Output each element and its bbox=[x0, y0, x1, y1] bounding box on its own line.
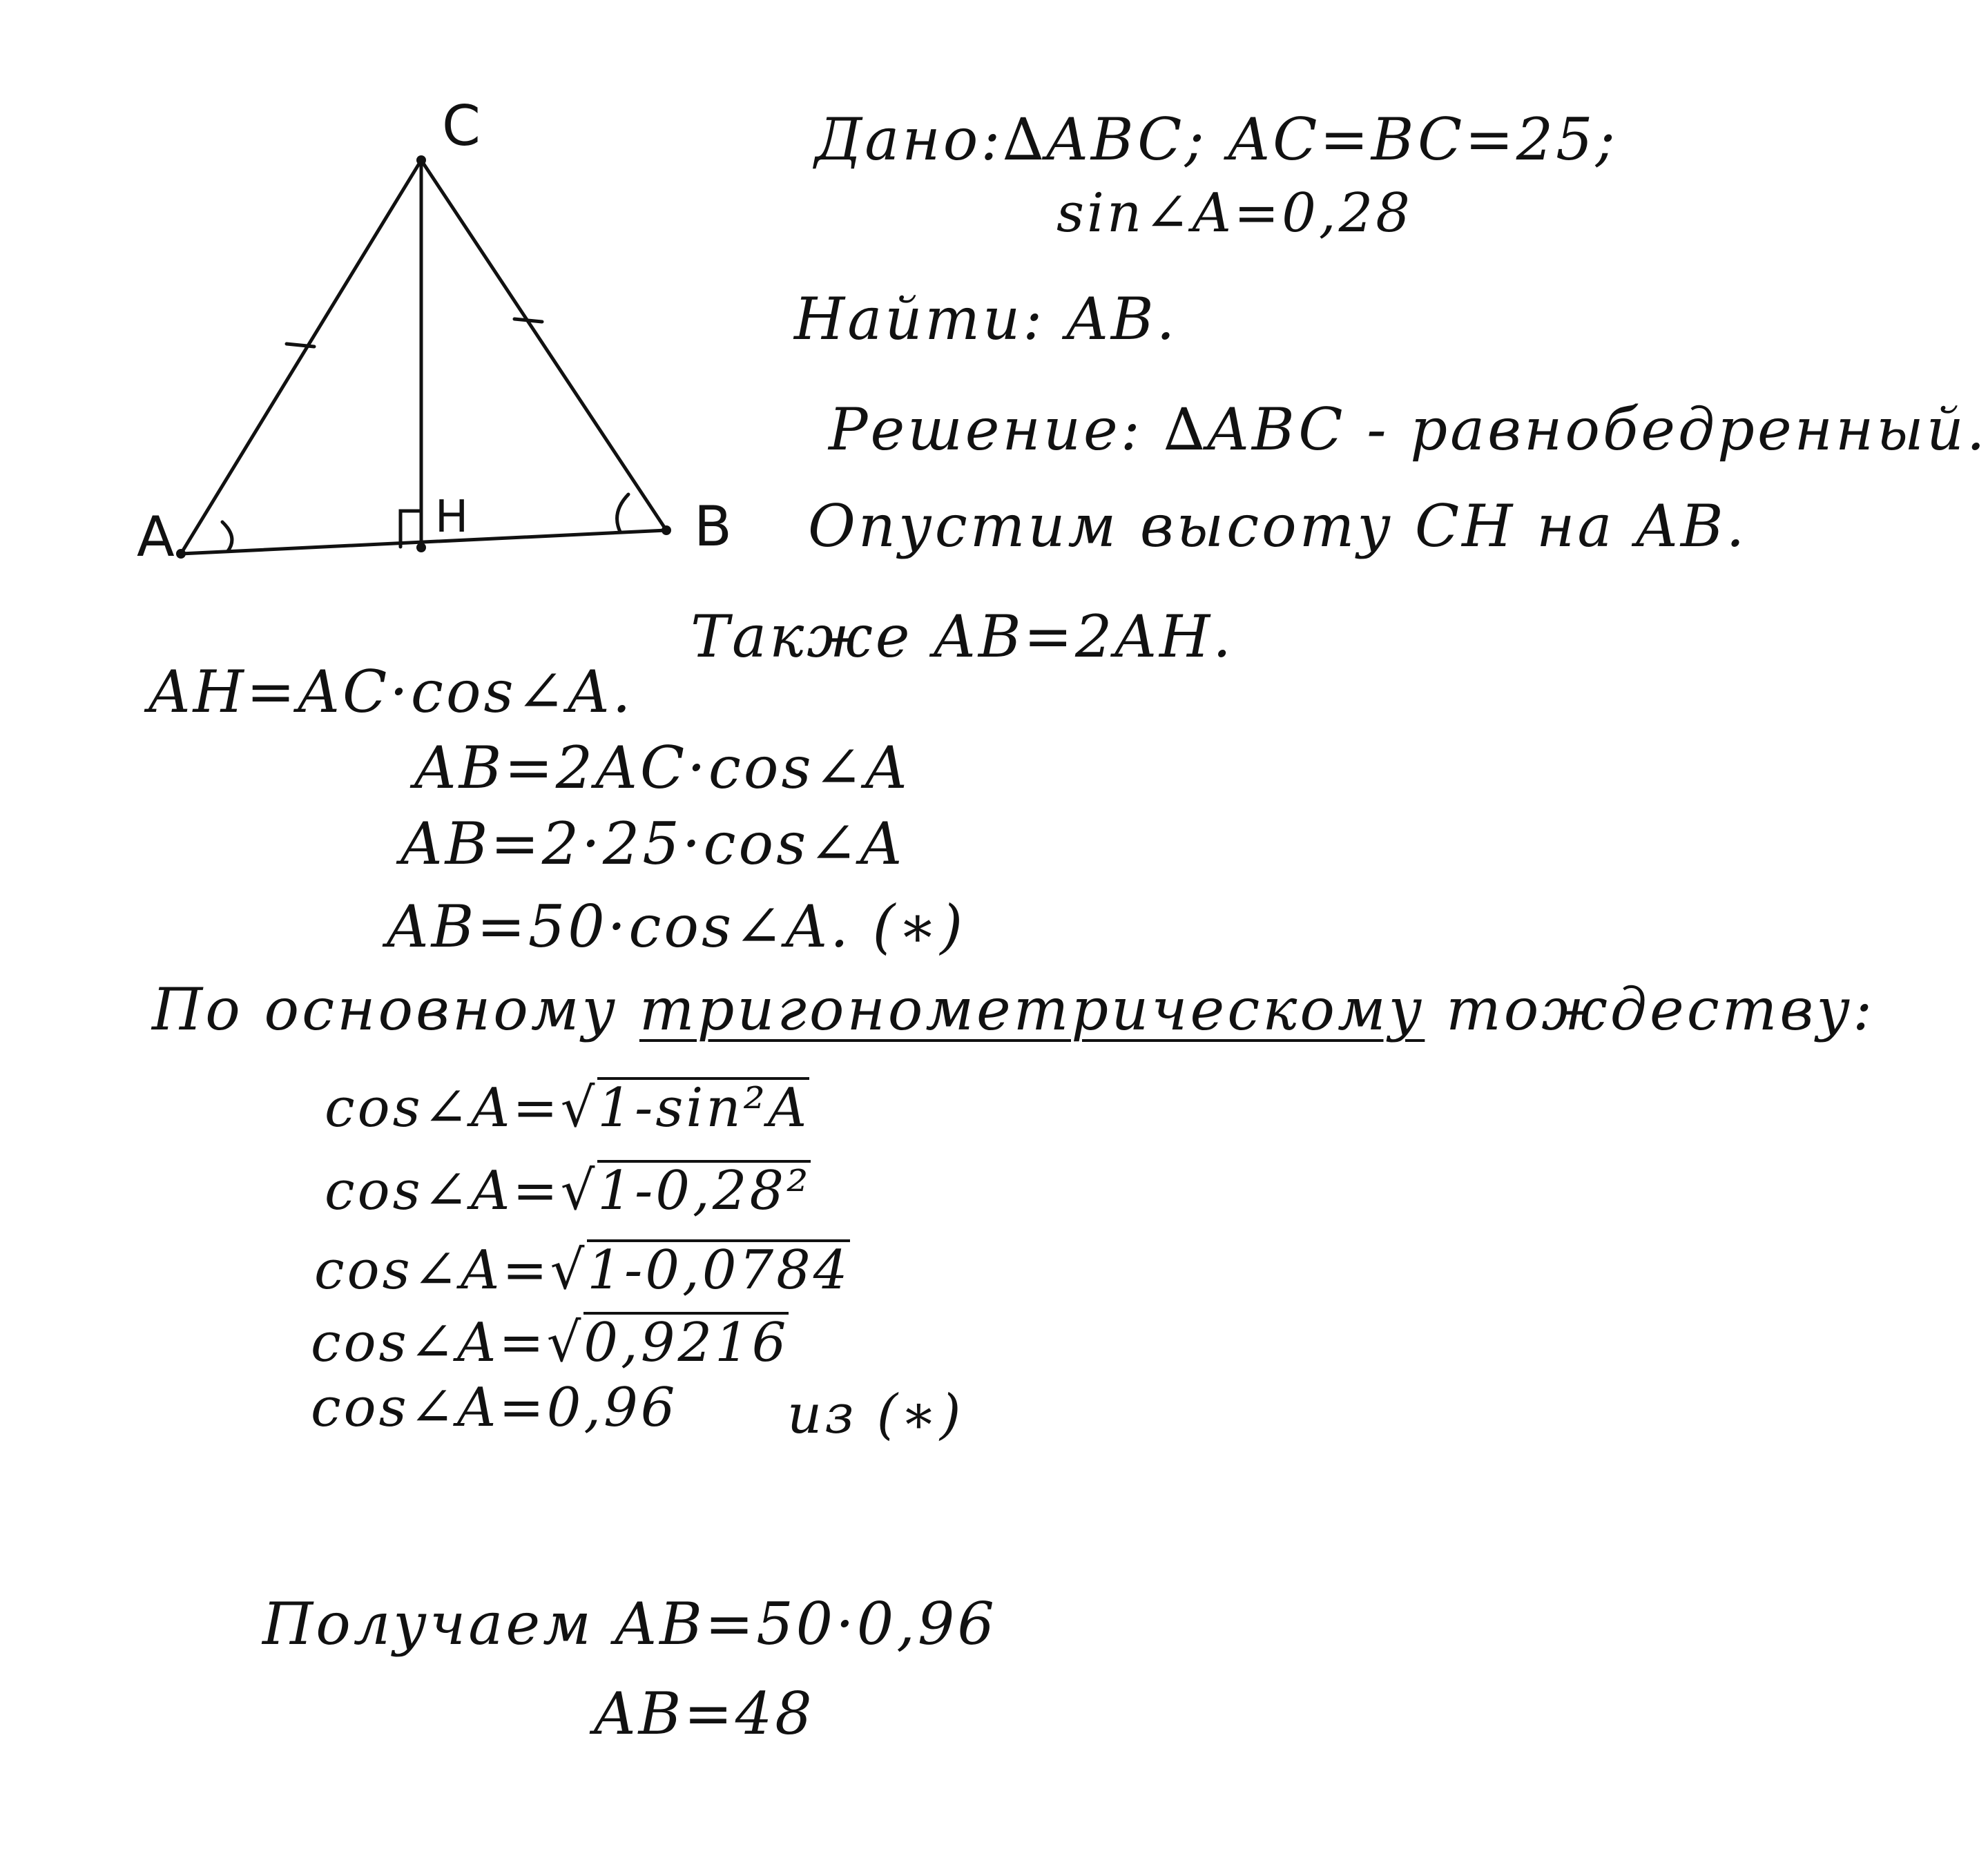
cos-formula-3 bbox=[314, 1239, 851, 1302]
cos-lhs-3: cos∠A=√ bbox=[314, 1239, 588, 1302]
cos-formula-1 bbox=[325, 1077, 810, 1139]
cos-formula-2 bbox=[325, 1160, 811, 1222]
cos-radicand-4: 0,9216 bbox=[583, 1312, 789, 1374]
vertex-label-b: B bbox=[694, 494, 732, 559]
cos-formula-4 bbox=[311, 1312, 789, 1374]
vertex-label-a: A bbox=[137, 505, 175, 569]
cos-lhs-2: cos∠A=√ bbox=[325, 1160, 598, 1222]
ab-formula-2: AB=2·25·cos∠A bbox=[401, 810, 905, 878]
also-line: Также AB=2AH. bbox=[691, 603, 1234, 670]
from-star-note: из (∗) bbox=[787, 1384, 964, 1446]
ah-formula: AH=AC·cos∠A. bbox=[148, 658, 634, 726]
cos-radicand-2: 1-0,28² bbox=[597, 1160, 811, 1222]
find-line: Найти: AB. bbox=[794, 285, 1178, 353]
result-line-2: AB=48 bbox=[594, 1680, 815, 1748]
side-ac bbox=[181, 160, 421, 554]
ab-formula-1: AB=2AC·cos∠A bbox=[414, 734, 910, 802]
result-line-1: Получаем AB=50·0,96 bbox=[262, 1590, 997, 1658]
identity-line bbox=[152, 976, 1875, 1043]
angle-mark-b bbox=[617, 494, 628, 532]
tick-mark-bc bbox=[514, 319, 542, 322]
given-line-2: sin∠A=0,28 bbox=[1056, 182, 1413, 244]
side-bc bbox=[421, 160, 666, 530]
vertex-label-c: C bbox=[442, 94, 481, 158]
cos-radicand-1: 1-sin²A bbox=[597, 1077, 810, 1139]
vertex-label-h: H bbox=[435, 492, 469, 543]
angle-mark-a bbox=[222, 522, 232, 551]
cos-radicand-3: 1-0,0784 bbox=[587, 1239, 851, 1302]
given-line-1: Дано:∆ABC; AC=BC=25; bbox=[815, 106, 1618, 173]
solution-line-2: Опустим высоту CH на AB. bbox=[808, 492, 1748, 560]
identity-suffix: тождеству: bbox=[1446, 976, 1875, 1043]
ab-formula-3: AB=50·cos∠A. (∗) bbox=[387, 893, 966, 960]
cos-lhs-1: cos∠A=√ bbox=[325, 1077, 598, 1139]
cos-formula-5: cos∠A=0,96 bbox=[311, 1377, 678, 1439]
identity-underlined: тригонометрическому bbox=[639, 976, 1425, 1043]
solution-line-1: Решение: ∆ABC - равнобедренный. bbox=[829, 396, 1988, 463]
identity-prefix: По основному bbox=[152, 976, 619, 1043]
cos-lhs-4: cos∠A=√ bbox=[311, 1312, 584, 1374]
